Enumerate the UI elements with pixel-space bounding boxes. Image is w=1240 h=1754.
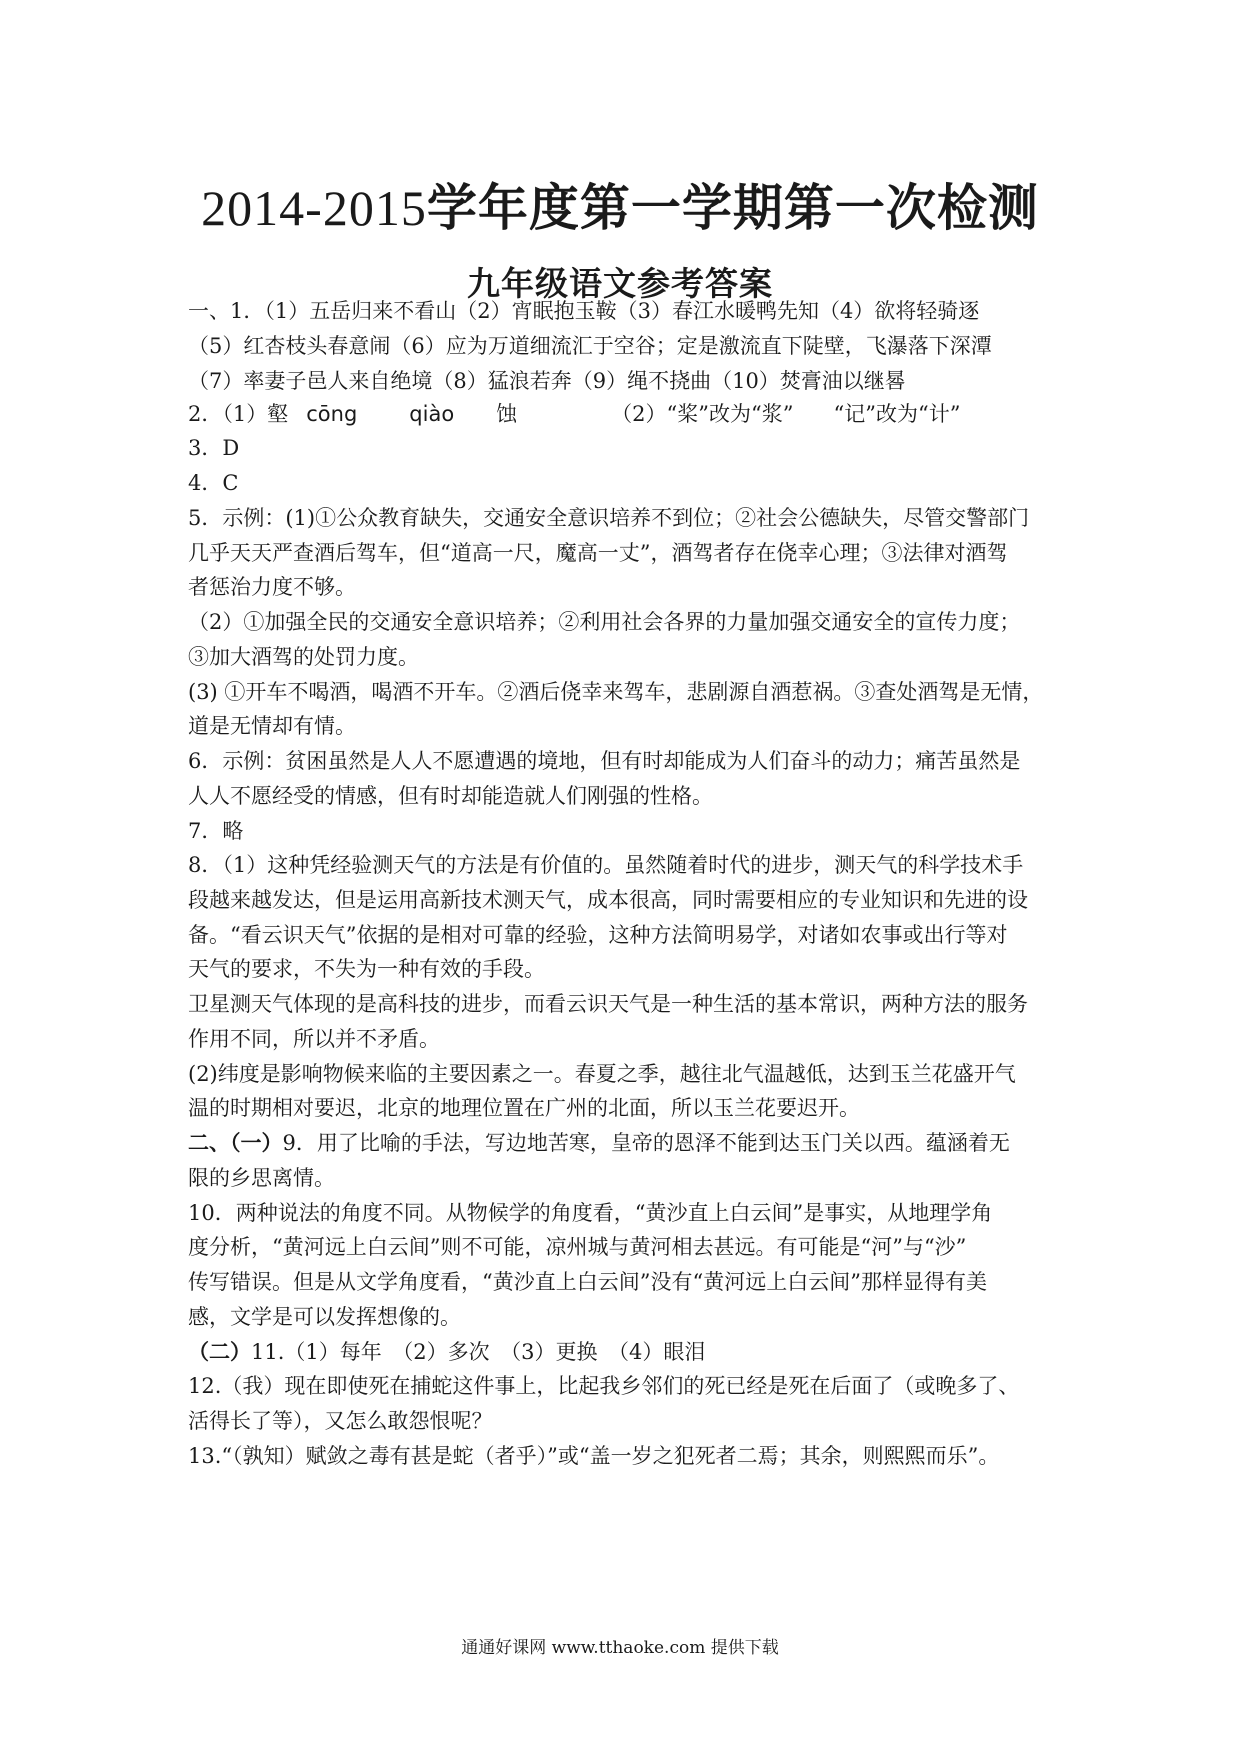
answer-line: (3) ①开车不喝酒，喝酒不开车。②酒后侥幸来驾车，悲剧源自酒惹祸。③查处酒驾是无情， <box>188 680 1044 704</box>
answer-line: (2)纬度是影响物候来临的主要因素之一。春夏之季，越往北气温越低，达到玉兰花盛开气 <box>188 1062 1016 1086</box>
answer-line: 备。“看云识天气”依据的是相对可靠的经验，这种方法简明易学，对诸如农事或出行等对 <box>188 923 1008 947</box>
answer-line: 8．（1）这种凭经验测天气的方法是有价值的。虽然随着时代的进步，测天气的科学技术手 <box>188 853 1024 877</box>
answer-line: 5．示例：(1)①公众教育缺失，交通安全意识培养不到位；②社会公德缺失，尽管交警部门 <box>188 506 1030 530</box>
title-year: 2014-2015 <box>201 180 427 236</box>
answer-line: 活得长了等），又怎么敢怨恨呢？ <box>188 1409 493 1433</box>
answer-line: （5）红杏枝头春意闹（6）应为万道细流汇于空谷；定是激流直下陡壁，飞瀑落下深潭 <box>188 334 992 358</box>
page-footer: 通通好课网 www.tthaoke.com 提供下载 <box>461 1638 779 1658</box>
answer-line: ③加大酒驾的处罚力度。 <box>188 645 419 669</box>
answer-line: 6．示例：贫困虽然是人人不愿遭遇的境地，但有时却能成为人们奋斗的动力；痛苦虽然是 <box>188 749 1021 773</box>
answer-2-part1: 2．（1）壑 <box>188 402 289 426</box>
answer-line-subsection <box>188 1336 705 1366</box>
answer-line: 天气的要求，不失为一种有效的手段。 <box>188 957 545 981</box>
answer-line: 7．略 <box>188 819 244 843</box>
answer-2-part3: “记”改为“计” <box>833 402 961 426</box>
answer-line: 温的时期相对要迟，北京的地理位置在广州的北面，所以玉兰花要迟开。 <box>188 1096 860 1120</box>
pinyin-cong: cōng <box>306 402 358 426</box>
answer-line: 感，文学是可以发挥想像的。 <box>188 1305 461 1329</box>
answer-line: 10．两种说法的角度不同。从物候学的角度看，“黄沙直上白云间”是事实，从地理学角 <box>188 1201 993 1225</box>
page-subtitle: 九年级语文参考答案 <box>467 264 773 303</box>
title-text: 学年度第一学期第一次检测 <box>426 178 1039 237</box>
answer-line-2 <box>188 398 960 428</box>
answer-line: 者惩治力度不够。 <box>188 575 356 599</box>
answer-line: 传写错误。但是从文学角度看，“黄沙直上白云间”没有“黄河远上白云间”那样显得有美 <box>188 1270 987 1294</box>
answer-line: 一、1．（1）五岳归来不看山（2）宵眠抱玉鞍（3）春江水暖鸭先知（4）欲将轻骑逐 <box>188 299 980 323</box>
answer-9: 9．用了比喻的手法，写边地苦寒，皇帝的恩泽不能到达玉门关以西。蕴涵着无 <box>282 1131 1010 1155</box>
page-title <box>0 168 1240 240</box>
answer-line: 人人不愿经受的情感，但有时却能造就人们刚强的性格。 <box>188 784 713 808</box>
section-2-label: 二、（一） <box>188 1130 283 1155</box>
answer-line: 限的乡思离情。 <box>188 1166 335 1190</box>
subsection-2-label: （二） <box>188 1339 251 1364</box>
answer-2-char: 蚀 <box>496 402 518 426</box>
answer-line: 几乎天天严查酒后驾车，但“道高一尺，魔高一丈”，酒驾者存在侥幸心理；③法律对酒驾 <box>188 541 1008 565</box>
answer-11: 11.（1）每年 （2）多次 （3）更换 （4）眼泪 <box>251 1340 706 1364</box>
answer-line: 12.（我）现在即使死在捕蛇这件事上，比起我乡邻们的死已经是死在后面了（或晚多了、 <box>188 1374 1020 1398</box>
answer-line: 段越来越发达，但是运用高新技术测天气，成本很高，同时需要相应的专业知识和先进的设 <box>188 888 1028 912</box>
answer-line: 3．D <box>188 436 240 460</box>
answer-line: （2）①加强全民的交通安全意识培养；②利用社会各界的力量加强交通安全的宣传力度； <box>188 610 1021 634</box>
answer-line: 作用不同，所以并不矛盾。 <box>188 1027 440 1051</box>
answer-line: （7）率妻子邑人来自绝境（8）猛浪若奔（9）绳不挠曲（10）焚膏油以继晷 <box>188 369 906 393</box>
answer-2-part2: （2）“桨”改为“浆” <box>611 402 794 426</box>
pinyin-qiao: qiào <box>409 402 455 426</box>
answer-line: 4．C <box>188 471 239 495</box>
answer-line: 道是无情却有情。 <box>188 714 356 738</box>
answer-line-section-2 <box>188 1127 1010 1157</box>
answer-line: 度分析，“黄河远上白云间”则不可能，凉州城与黄河相去甚远。有可能是“河”与“沙” <box>188 1235 967 1259</box>
answer-line: 卫星测天气体现的是高科技的进步，而看云识天气是一种生活的基本常识，两种方法的服务 <box>188 992 1028 1016</box>
answer-line: 13.“（孰知）赋敛之毒有甚是蛇（者乎）”或“盖一岁之犯死者二焉；其余，则熙熙而乐”。 <box>188 1444 1000 1468</box>
